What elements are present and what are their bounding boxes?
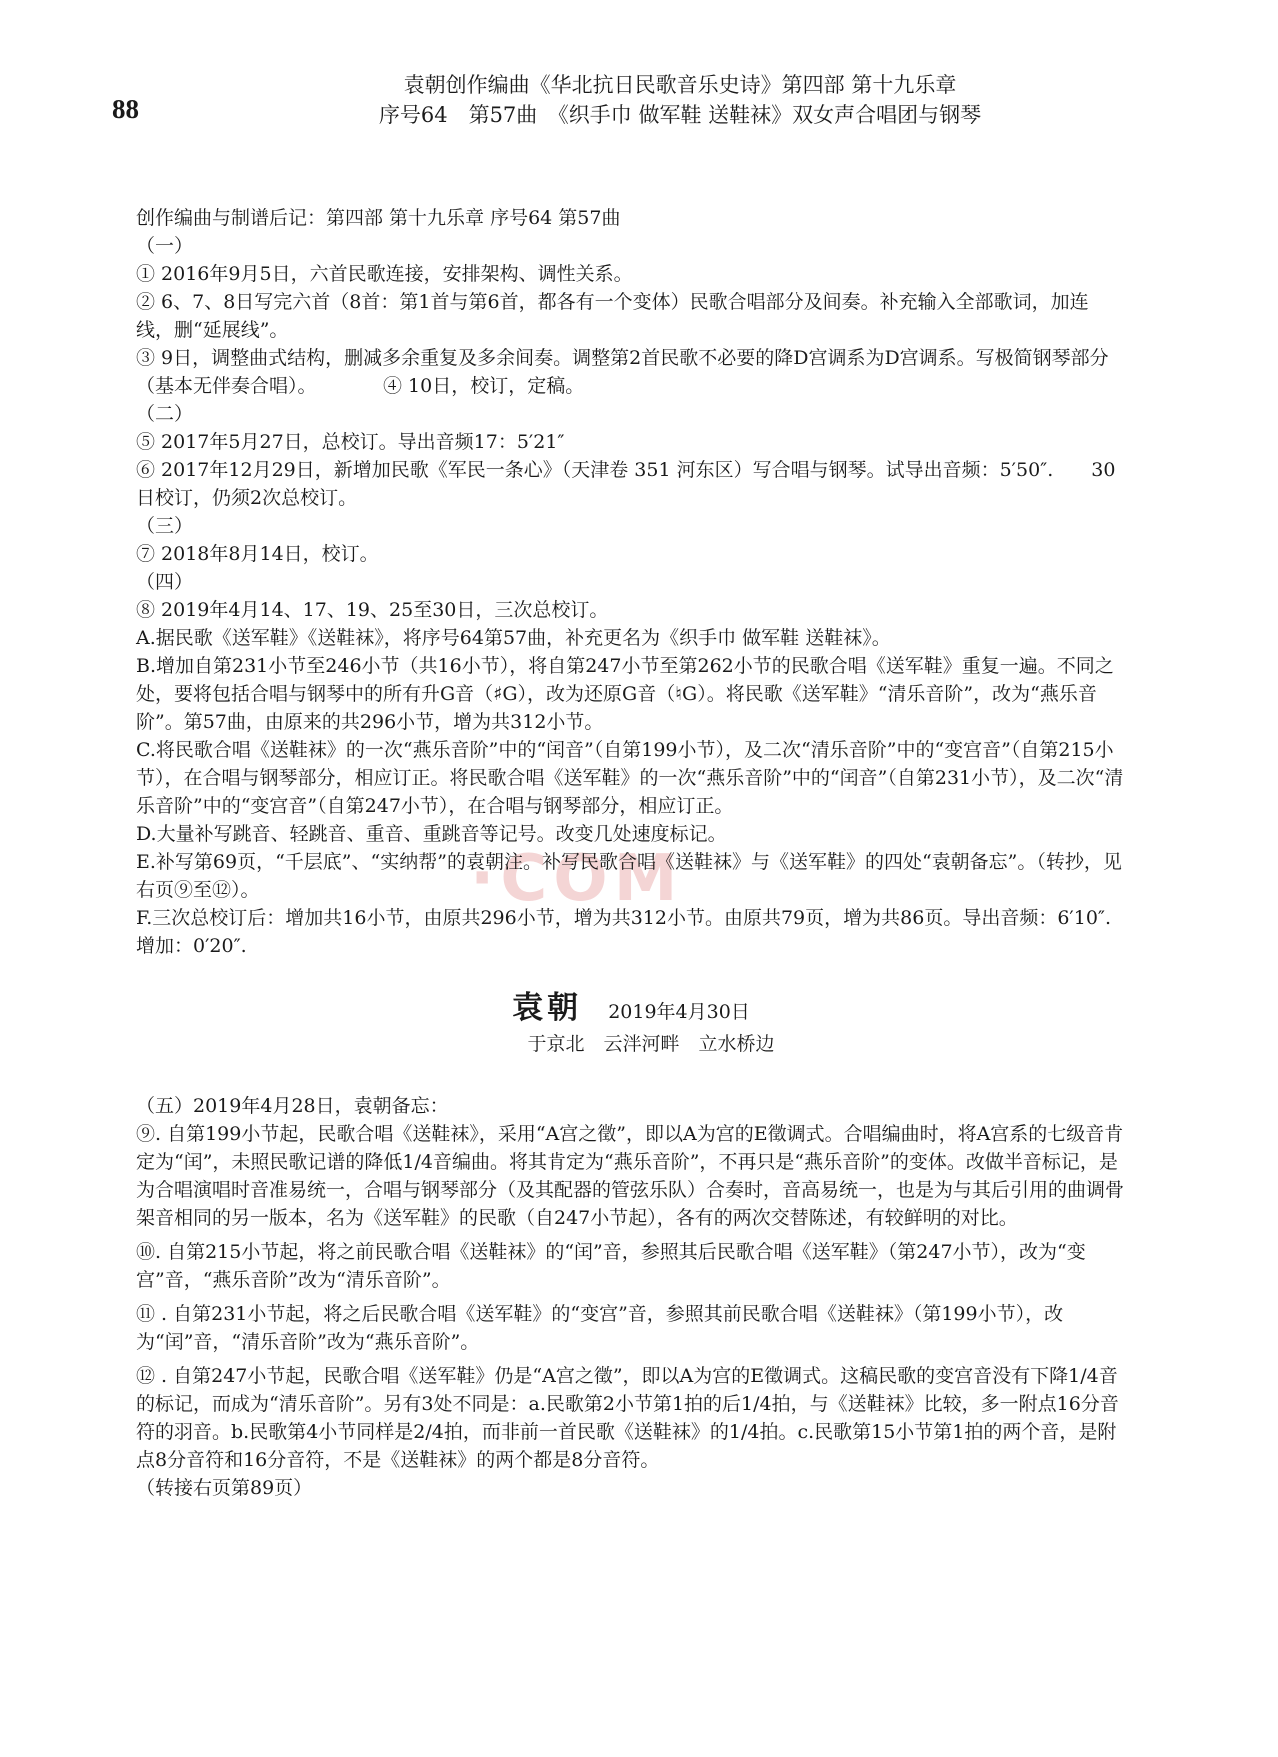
notes-title: 创作编曲与制谱后记：第四部 第十九乐章 序号64 第57曲 <box>136 207 621 229</box>
note-line: A.据民歌《送军鞋》《送鞋袜》，将序号64第57曲，补充更名为《织手巾 做军鞋 送鞋袜》。 <box>136 627 891 649</box>
signature-date: 2019年4月30日 <box>608 1001 750 1023</box>
note-line: ③ 9日，调整曲式结构，删减多余重复及多余间奏。调整第2首民歌不必要的降D宫调系为D宫调系。写极简钢琴部分（基本无伴奏合唱）。 ④ 10日，校订，定稿。 <box>136 347 1109 397</box>
note-line: （四） <box>136 571 194 593</box>
note-line: ⑤ 2017年5月27日，总校订。导出音频17：5′21″ <box>136 431 565 453</box>
signature-place: 于京北 云泮河畔 立水桥边 <box>527 1033 775 1055</box>
note-line: E.补写第69页，“千层底”、“实纳帮”的袁朝注。补写民歌合唱《送鞋袜》与《送军鞋》的四处“袁朝备忘”。（转抄，见右页⑨至⑫）。 <box>136 851 1122 901</box>
watermark: ·COM <box>470 842 684 916</box>
memo-line: ⑪ . 自第231小节起，将之后民歌合唱《送军鞋》的“变宫”音，参照其前民歌合唱《送鞋袜》（第199小节），改为“闰”音，“清乐音阶”改为“燕乐音阶”。 <box>136 1303 1064 1353</box>
memo-line: （转接右页第89页） <box>136 1477 313 1499</box>
note-line: ⑧ 2019年4月14、17、19、25至30日，三次总校订。 <box>136 599 609 621</box>
memo-line: ⑫ . 自第247小节起，民歌合唱《送军鞋》仍是“A宫之徵”，即以A为宫的E徵调式。这稿民歌的变宫音没有下降1/4音的标记，而成为“清乐音阶”。另有3处不同是：a.民歌第2小节第1拍的后1/4拍，与《送鞋袜》比较，多一附点16分音符的羽音。b.民歌第4小节同样是2/4拍，而非前一首民歌《送鞋袜》的1/4拍。c.民歌第15小节第1拍的两个音，是附点8分音符和16分音符，不是《送鞋袜》的两个都是8分音符。 <box>136 1365 1119 1471</box>
memo-line: （五）2019年4月28日，袁朝备忘： <box>136 1095 449 1117</box>
note-line: ⑦ 2018年8月14日，校订。 <box>136 543 379 565</box>
header-line-1: 袁朝创作编曲《华北抗日民歌音乐史诗》第四部 第十九乐章 <box>403 73 957 97</box>
note-line: （一） <box>136 235 194 257</box>
signature <box>136 990 1126 1026</box>
note-line: （三） <box>136 515 194 537</box>
note-line: ⑥ 2017年12月29日，新增加民歌《军民一条心》（天津卷 351 河东区）写合唱与钢琴。试导出音频：5′50″. 30日校订，仍须2次总校订。 <box>136 459 1116 509</box>
memo-line: ⑨. 自第199小节起，民歌合唱《送鞋袜》，采用“A宫之徵”，即以A为宫的E徵调式。合唱编曲时，将A宫系的七级音肯定为“闰”，未照民歌记谱的降低1/4音编曲。将其肯定为“燕乐音阶”，不再只是“燕乐音阶”的变体。改做半音标记，是为合唱演唱时音准易统一，合唱与钢琴部分（及其配器的管弦乐队）合奏时，音高易统一，也是为与其后引用的曲调骨架音相同的另一版本，名为《送军鞋》的民歌（自247小节起），各有的两次交替陈述，有较鲜明的对比。 <box>136 1123 1125 1229</box>
note-line: F.三次总校订后：增加共16小节，由原共296小节，增为共312小节。由原共79页，增为共86页。导出音频：6′10″.增加：0′20″. <box>136 907 1112 957</box>
page-body <box>136 204 1126 1502</box>
note-line: C.将民歌合唱《送鞋袜》的一次“燕乐音阶”中的“闰音”（自第199小节），及二次“清乐音阶”中的“变宫音”（自第215小节），在合唱与钢琴部分，相应订正。将民歌合唱《送军鞋》的一次“燕乐音阶”中的“闰音”（自第231小节），及二次“清乐音阶”中的“变宫音”（自第247小节），在合唱与钢琴部分，相应订正。 <box>136 739 1124 817</box>
note-line: B.增加自第231小节至246小节（共16小节），将自第247小节至第262小节的民歌合唱《送军鞋》重复一遍。不同之处，要将包括合唱与钢琴中的所有升G音（♯G），改为还原G音（♮G）。将民歌《送军鞋》“清乐音阶”，改为“燕乐音阶”。第57曲，由原来的共296小节，增为共312小节。 <box>136 655 1114 733</box>
page-header <box>300 70 1060 130</box>
signature-name: 袁朝 <box>512 990 583 1026</box>
memo-line: ⑩. 自第215小节起，将之前民歌合唱《送鞋袜》的“闰”音，参照其后民歌合唱《送军鞋》（第247小节），改为“变宫”音，“燕乐音阶”改为“清乐音阶”。 <box>136 1241 1086 1291</box>
note-line: ① 2016年9月5日，六首民歌连接，安排架构、调性关系。 <box>136 263 633 285</box>
note-line: D.大量补写跳音、轻跳音、重音、重跳音等记号。改变几处速度标记。 <box>136 823 727 845</box>
page-number: 88 <box>112 94 139 124</box>
note-line: （二） <box>136 403 194 425</box>
header-line-2: 序号64 第57曲 《织手巾 做军鞋 送鞋袜》双女声合唱团与钢琴 <box>378 103 982 127</box>
note-line: ② 6、7、8日写完六首（8首：第1首与第6首，都各有一个变体）民歌合唱部分及间奏。补充输入全部歌词，加连线，删“延展线”。 <box>136 291 1089 341</box>
